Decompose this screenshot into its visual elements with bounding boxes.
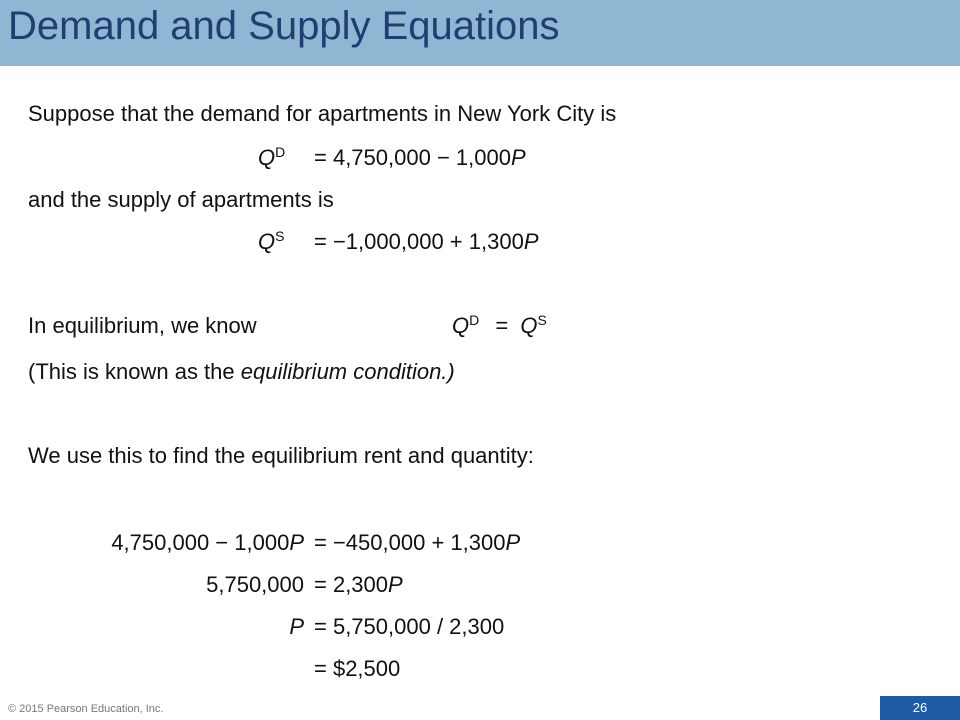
derivation-lhs-text: 4,750,000 − 1,000 — [111, 530, 290, 555]
demand-equation — [258, 144, 526, 171]
title-bar — [0, 0, 960, 66]
q-symbol: Q — [520, 313, 538, 338]
supply-superscript: S — [537, 312, 547, 328]
copyright-text: © 2015 Pearson Education, Inc. — [8, 703, 164, 715]
p-symbol: P — [289, 530, 304, 555]
equals-sign: = — [495, 313, 509, 338]
slide-title: Demand and Supply Equations — [8, 4, 560, 48]
demand-rhs-text: = 4,750,000 − 1,000 — [314, 145, 511, 170]
derivation-lhs — [111, 530, 304, 556]
intro-text: Suppose that the demand for apartments in New York City is — [28, 101, 617, 126]
derivation-lhs — [289, 614, 304, 640]
demand-rhs — [314, 145, 526, 171]
equilibrium-intro-text: In equilibrium, we know — [28, 313, 257, 338]
supply-intro-text: and the supply of apartments is — [28, 187, 334, 212]
demand-superscript: D — [275, 144, 286, 160]
derivation-rhs-text: = 2,300 — [314, 572, 389, 597]
derivation-lhs: 5,750,000 — [206, 572, 304, 597]
p-symbol: P — [388, 572, 403, 597]
derivation-rhs: = $2,500 — [314, 656, 401, 681]
supply-rhs-text: = −1,000,000 + 1,300 — [314, 229, 524, 254]
p-symbol: P — [505, 530, 521, 555]
q-symbol: Q — [258, 145, 276, 170]
derivation-rhs: = 5,750,000 / 2,300 — [314, 614, 505, 639]
p-symbol: P — [289, 614, 304, 639]
derivation-rhs-text: = −450,000 + 1,300 — [314, 530, 506, 555]
equilibrium-condition — [452, 313, 547, 339]
note-italic-text: equilibrium condition.) — [240, 359, 455, 384]
q-symbol: Q — [258, 229, 276, 254]
p-symbol: P — [523, 229, 539, 254]
p-symbol: P — [510, 145, 526, 170]
page-number-badge: 26 — [880, 696, 960, 720]
supply-rhs — [314, 229, 539, 255]
derivation-rhs — [314, 572, 403, 598]
equilibrium-note — [28, 359, 455, 385]
note-text: (This is known as the — [28, 359, 241, 384]
supply-superscript: S — [275, 228, 285, 244]
q-symbol: Q — [452, 313, 470, 338]
demand-superscript: D — [469, 312, 480, 328]
derivation-rhs — [314, 530, 520, 556]
method-intro-text: We use this to find the equilibrium rent and quantity: — [28, 443, 534, 468]
supply-equation — [258, 228, 539, 255]
